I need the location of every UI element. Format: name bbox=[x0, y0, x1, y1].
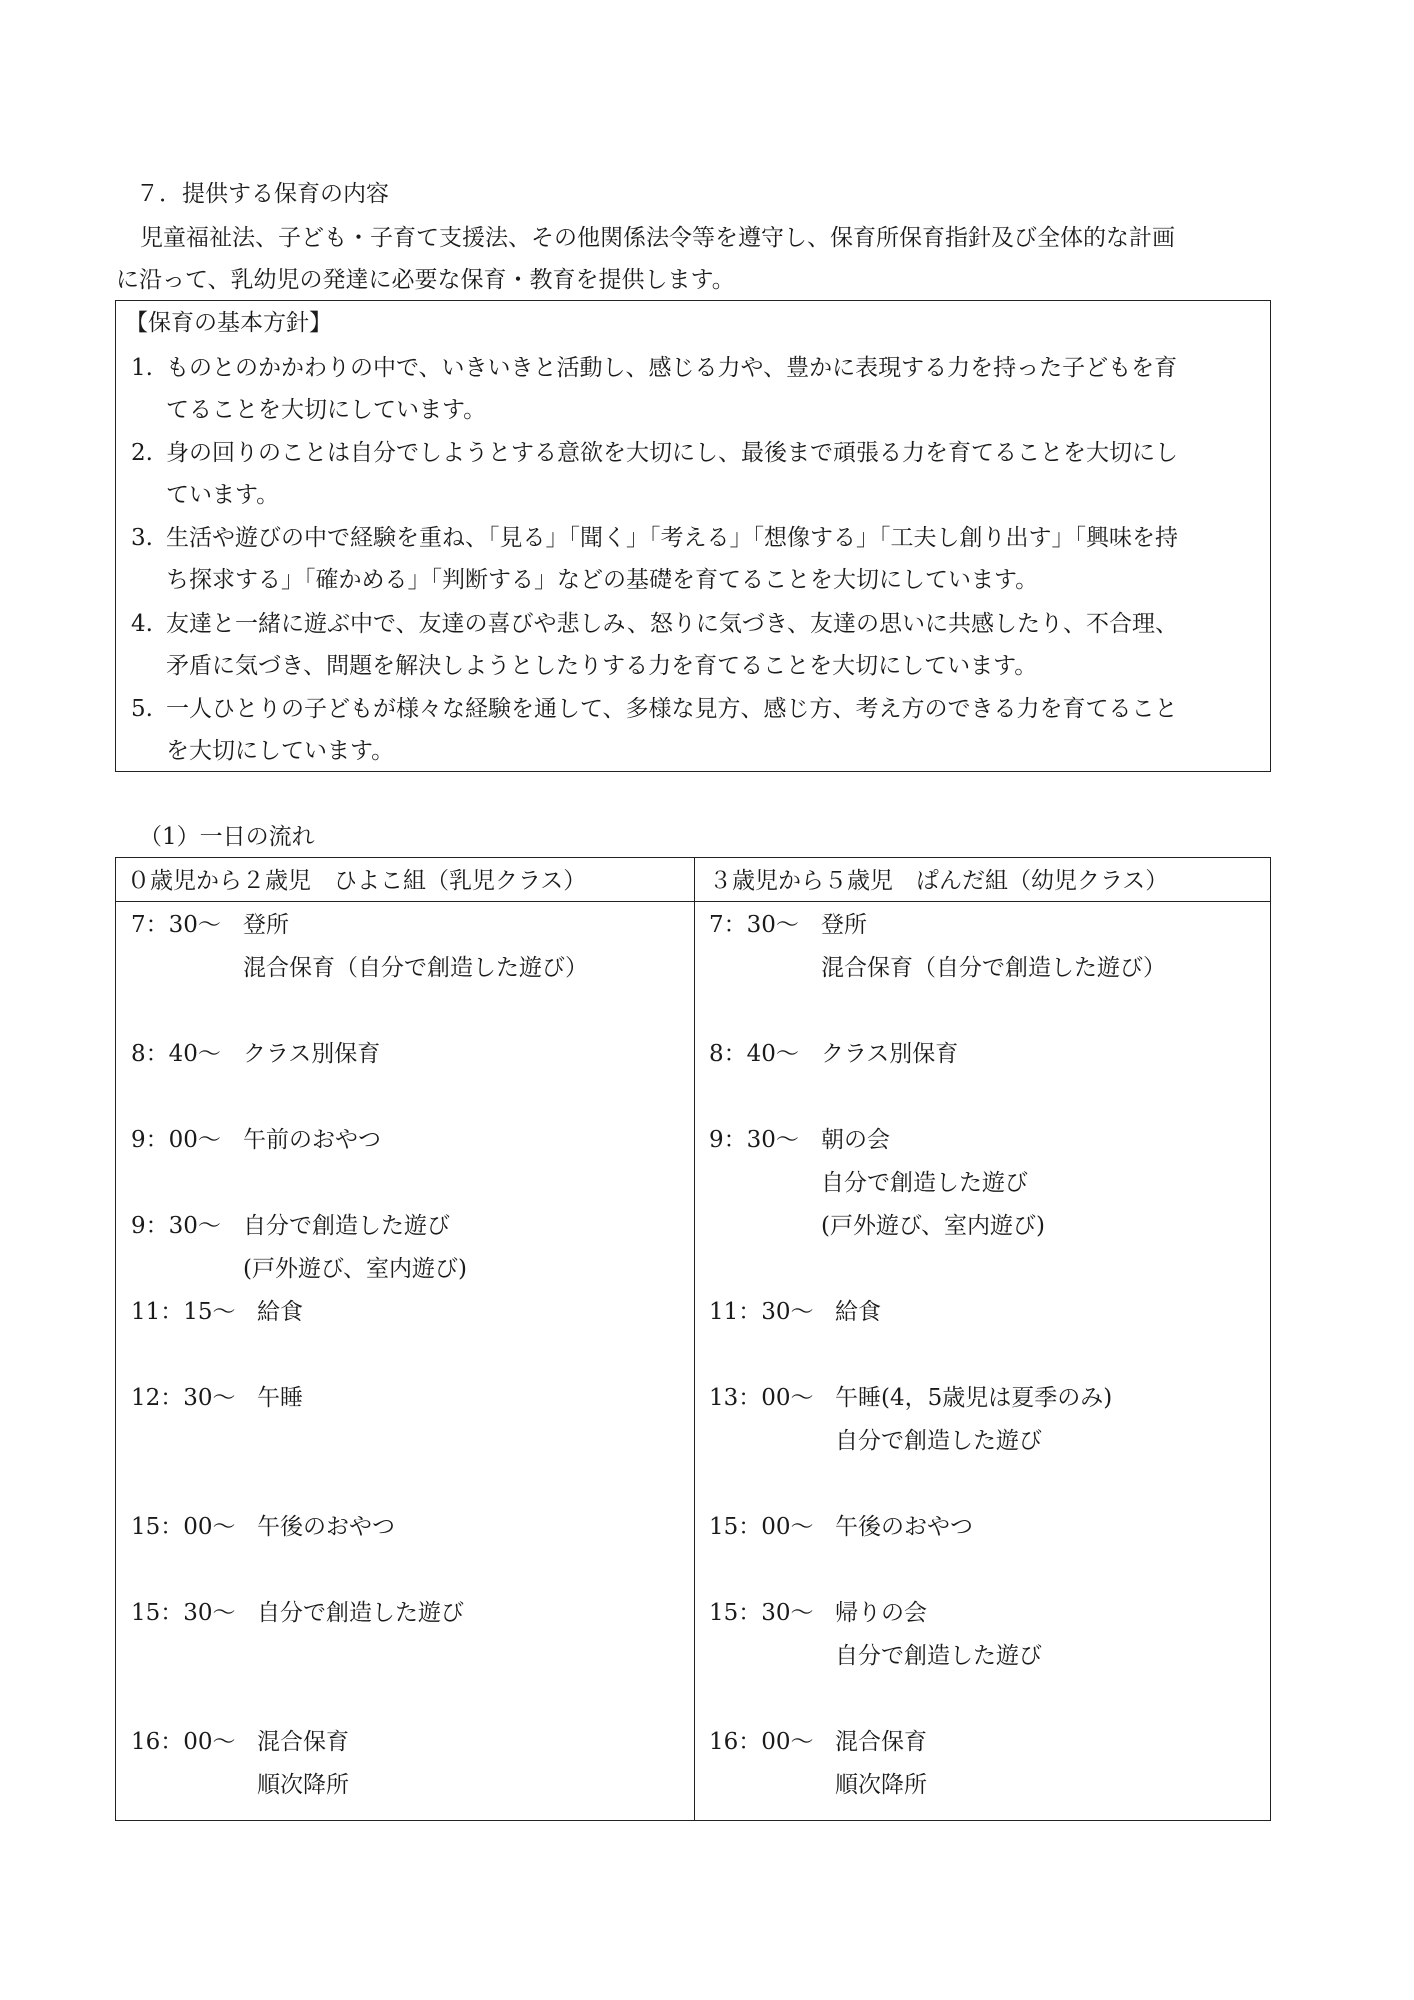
policy-item-line: 一人ひとりの子どもが様々な経験を通して、多様な見方、感じ方、考え方のできる力を育てること bbox=[166, 696, 1178, 722]
schedule-activity: 順次降所 bbox=[835, 1772, 927, 1798]
schedule-activity: 自分で創造した遊び bbox=[257, 1600, 464, 1626]
schedule-activity: 帰りの会 bbox=[835, 1600, 927, 1626]
schedule-activity: 自分で創造した遊び bbox=[243, 1213, 450, 1239]
intro-line: 児童福祉法、子ども・子育て支援法、その他関係法令等を遵守し、保育所保育指針及び全体的な計画 bbox=[140, 225, 1175, 251]
schedule-time: 7：30～ bbox=[131, 912, 221, 938]
schedule-activity: 混合保育 bbox=[257, 1729, 349, 1755]
schedule-activity: (戸外遊び、室内遊び) bbox=[243, 1256, 468, 1282]
schedule-table bbox=[115, 857, 1271, 1821]
schedule-activity: 給食 bbox=[835, 1299, 881, 1325]
schedule-time: 15：30～ bbox=[709, 1600, 814, 1626]
policy-item-number: 1. bbox=[131, 355, 153, 381]
schedule-activity: 午睡 bbox=[257, 1385, 303, 1411]
column-header-infant: ０歳児から２歳児 ひよこ組（乳児クラス） bbox=[127, 868, 587, 894]
policy-item-line: ています。 bbox=[166, 482, 280, 508]
schedule-time: 9：30～ bbox=[709, 1127, 799, 1153]
schedule-time: 16：00～ bbox=[131, 1729, 236, 1755]
policy-item-line: 矛盾に気づき、問題を解決しようとしたりする力を育てることを大切にしています。 bbox=[166, 653, 1038, 679]
schedule-activity: 午後のおやつ bbox=[257, 1514, 395, 1540]
schedule-time: 11：15～ bbox=[131, 1299, 236, 1325]
schedule-activity: クラス別保育 bbox=[243, 1041, 381, 1067]
policy-item-number: 2. bbox=[131, 440, 153, 466]
policy-item-line: ち探求する」「確かめる」「判断する」などの基礎を育てることを大切にしています。 bbox=[166, 567, 1039, 593]
schedule-activity: 登所 bbox=[243, 912, 289, 938]
schedule-time: 15：00～ bbox=[131, 1514, 236, 1540]
schedule-heading: （1）一日の流れ bbox=[139, 824, 315, 850]
column-divider bbox=[694, 858, 695, 1820]
schedule-activity: 午前のおやつ bbox=[243, 1127, 381, 1153]
policy-item-line: 友達と一緒に遊ぶ中で、友達の喜びや悲しみ、怒りに気づき、友達の思いに共感したり、不合理、 bbox=[166, 611, 1178, 637]
schedule-activity: 自分で創造した遊び bbox=[821, 1170, 1028, 1196]
schedule-time: 15：30～ bbox=[131, 1600, 236, 1626]
schedule-time: 9：30～ bbox=[131, 1213, 221, 1239]
policy-item-line: ものとのかかわりの中で、いきいきと活動し、感じる力や、豊かに表現する力を持った子どもを育 bbox=[166, 355, 1178, 381]
schedule-time: 7：30～ bbox=[709, 912, 799, 938]
policy-item-line: 身の回りのことは自分でしようとする意欲を大切にし、最後まで頑張る力を育てることを大切にし bbox=[166, 440, 1178, 466]
policy-item-number: 3. bbox=[131, 525, 153, 551]
schedule-time: 8：40～ bbox=[131, 1041, 221, 1067]
schedule-activity: 朝の会 bbox=[821, 1127, 890, 1153]
section-heading: ７．提供する保育の内容 bbox=[136, 181, 389, 207]
policy-item-line: 生活や遊びの中で経験を重ね、「見る」「聞く」「考える」「想像する」「工夫し創り出す」「興味を持 bbox=[166, 525, 1178, 551]
schedule-activity: 自分で創造した遊び bbox=[835, 1643, 1042, 1669]
schedule-time: 13：00～ bbox=[709, 1385, 814, 1411]
schedule-activity: (戸外遊び、室内遊び) bbox=[821, 1213, 1046, 1239]
policy-item-number: 5. bbox=[131, 696, 153, 722]
schedule-activity: 混合保育（自分で創造した遊び） bbox=[243, 955, 588, 981]
schedule-time: 9：00～ bbox=[131, 1127, 221, 1153]
schedule-activity: 登所 bbox=[821, 912, 867, 938]
schedule-activity: クラス別保育 bbox=[821, 1041, 959, 1067]
schedule-time: 15：00～ bbox=[709, 1514, 814, 1540]
column-header-toddler: ３歳児から５歳児 ぱんだ組（幼児クラス） bbox=[709, 868, 1169, 894]
schedule-activity: 自分で創造した遊び bbox=[835, 1428, 1042, 1454]
intro-line: に沿って、乳幼児の発達に必要な保育・教育を提供します。 bbox=[116, 267, 735, 293]
schedule-activity: 混合保育（自分で創造した遊び） bbox=[821, 955, 1166, 981]
policy-item-line: を大切にしています。 bbox=[166, 738, 395, 764]
policy-title: 【保育の基本方針】 bbox=[125, 310, 332, 336]
header-divider bbox=[116, 901, 1270, 902]
schedule-time: 11：30～ bbox=[709, 1299, 814, 1325]
policy-item-number: 4. bbox=[131, 611, 153, 637]
schedule-activity: 給食 bbox=[257, 1299, 303, 1325]
schedule-activity: 午睡(4，5歳児は夏季のみ) bbox=[835, 1385, 1113, 1411]
schedule-activity: 混合保育 bbox=[835, 1729, 927, 1755]
schedule-time: 16：00～ bbox=[709, 1729, 814, 1755]
policy-item-line: てることを大切にしています。 bbox=[166, 397, 487, 423]
schedule-time: 8：40～ bbox=[709, 1041, 799, 1067]
schedule-activity: 順次降所 bbox=[257, 1772, 349, 1798]
schedule-time: 12：30～ bbox=[131, 1385, 236, 1411]
schedule-activity: 午後のおやつ bbox=[835, 1514, 973, 1540]
